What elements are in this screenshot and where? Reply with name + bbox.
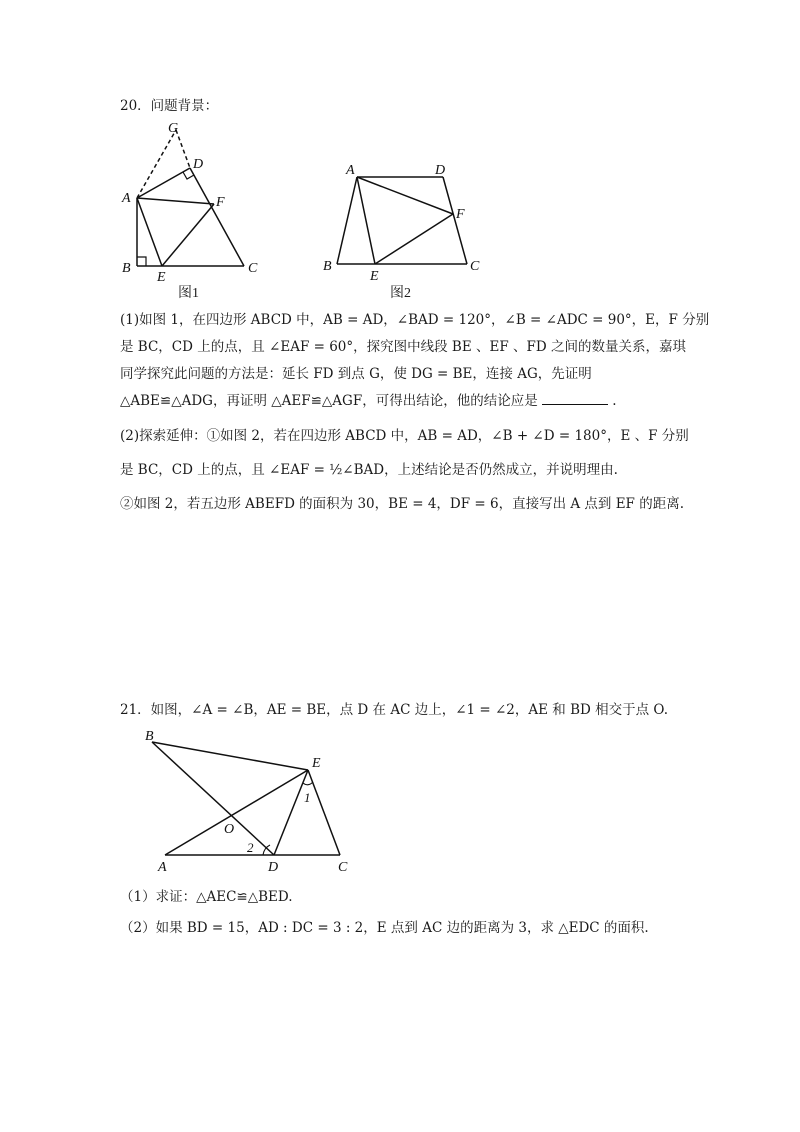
q21-title: 21．如图，∠A = ∠B，AE = BE，点 D 在 AC 边上，∠1 = ∠2，AE 和 BD 相交于点 O. <box>120 702 668 718</box>
q21-part2: （2）如果 BD = 15，AD : DC = 3 : 2，E 点到 AC 边的距离为 3，求 △EDC 的面积. <box>120 920 649 936</box>
fig1-label-A: A <box>122 191 131 206</box>
q20-figure-1 <box>110 118 270 283</box>
q20-title: 20．问题背景： <box>120 98 219 114</box>
q21-label-D: D <box>268 860 279 875</box>
q20-part1-line4-text: △ABE≌△ADG，再证明 △AEF≌△AGF，可得出结论，他的结论应是 <box>120 393 538 409</box>
q21-label-E: E <box>312 756 321 771</box>
q20-part2-line2: 是 BC，CD 上的点，且 ∠EAF = ½∠BAD，上述结论是否仍然成立，并说明理由. <box>120 462 618 478</box>
fig2-label-E: E <box>370 269 379 284</box>
fig2-label-F: F <box>456 207 465 222</box>
fig2-label-D: D <box>435 163 446 178</box>
fig1-label-G: G <box>168 121 179 136</box>
q20-part1-line4-end: . <box>612 393 617 409</box>
q20-part1-line2: 是 BC，CD 上的点，且 ∠EAF = 60°，探究图中线段 BE 、EF 、FD 之间的数量关系，嘉琪 <box>120 339 686 355</box>
fig1-caption: 图1 <box>178 286 199 301</box>
q20-part1-line1: (1)如图 1，在四边形 ABCD 中，AB = AD，∠BAD = 120°，∠B = ∠ADC = 90°，E，F 分别 <box>120 312 710 328</box>
fig1-label-F: F <box>216 195 225 210</box>
q21-figure <box>140 725 370 880</box>
fig1-label-B: B <box>122 261 131 276</box>
answer-blank <box>542 392 608 405</box>
q21-label-C: C <box>338 860 348 875</box>
q21-part1: （1）求证：△AEC≌△BED. <box>120 889 293 905</box>
fig2-label-A: A <box>346 163 355 178</box>
q21-label-2: 2 <box>247 840 254 855</box>
fig2-caption: 图2 <box>390 286 411 301</box>
fig1-label-D: D <box>193 157 204 172</box>
q20-part2-line1: (2)探索延伸：①如图 2，若在四边形 ABCD 中，AB = AD，∠B + ∠D = 180°，E 、F 分别 <box>120 428 689 444</box>
q20-part3: ②如图 2，若五边形 ABEFD 的面积为 30，BE = 4，DF = 6，直接写出 A 点到 EF 的距离. <box>120 496 685 512</box>
q20-part1-line3: 同学探究此问题的方法是：延长 FD 到点 G，使 DG = BE，连接 AG，先证明 <box>120 366 592 382</box>
q20-figure-2 <box>315 150 495 285</box>
fig1-label-C: C <box>248 261 258 276</box>
q21-label-B: B <box>145 729 154 744</box>
fig2-label-C: C <box>470 259 480 274</box>
q21-label-A: A <box>158 860 167 875</box>
q20-part1-line4 <box>120 391 617 411</box>
fig1-label-E: E <box>157 270 166 283</box>
q21-label-O: O <box>224 822 235 837</box>
q21-label-1: 1 <box>304 790 311 805</box>
fig2-label-B: B <box>323 259 332 274</box>
